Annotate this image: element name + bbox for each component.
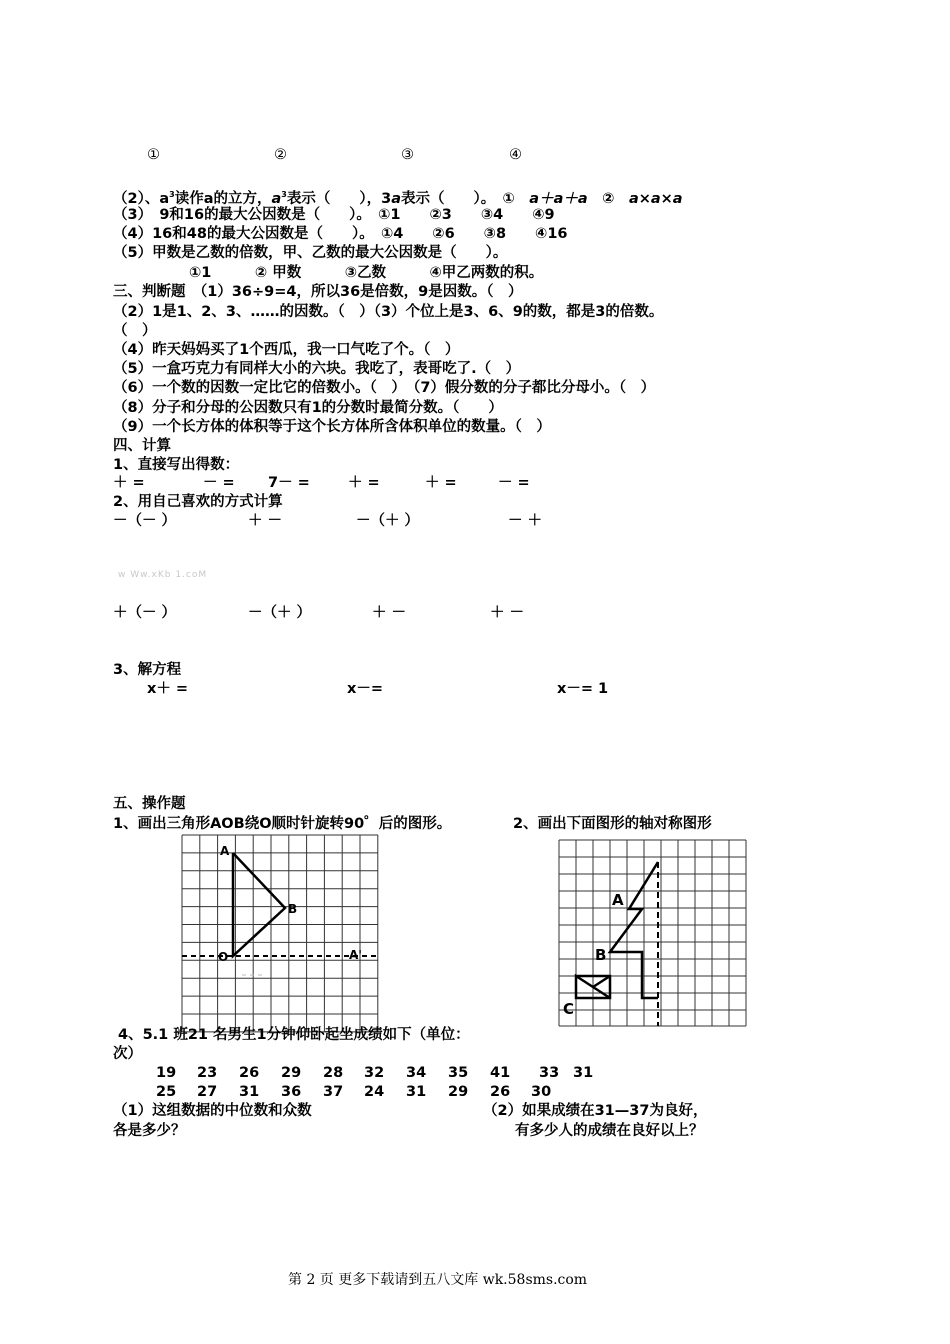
calc-2-item: ＋ － bbox=[248, 513, 283, 529]
stats-q2-line1: （2）如果成绩在31—37为良好， bbox=[483, 1103, 708, 1119]
calc-2-item: －（＋ ） bbox=[356, 513, 420, 529]
score-cell: 26 bbox=[490, 1084, 511, 1100]
choice-question-5-options: ①1 ② 甲数 ③乙数 ④甲乙两数的积。 bbox=[189, 265, 544, 281]
calc-2-item: －（＋ ） bbox=[248, 605, 312, 621]
score-cell: 23 bbox=[197, 1065, 218, 1081]
stats-q1-line1: （1）这组数据的中位数和众数 bbox=[113, 1103, 312, 1119]
choice-marker-3: ③ bbox=[401, 147, 414, 163]
score-cell: 19 bbox=[156, 1065, 177, 1081]
choice-marker-4: ④ bbox=[509, 147, 522, 163]
calc-1-item: ＋ = bbox=[425, 475, 457, 491]
calc-3-title: 3、解方程 bbox=[113, 662, 182, 678]
score-cell: 32 bbox=[364, 1065, 385, 1081]
judge-item-3-cont: （ ） bbox=[113, 323, 157, 339]
calc-1-item: 7－ = bbox=[268, 475, 310, 491]
score-cell: 28 bbox=[323, 1065, 344, 1081]
symmetry-grid-figure bbox=[559, 840, 746, 1026]
stats-unit: 次） bbox=[113, 1046, 142, 1062]
judge-item-5: （5）一盒巧克力有同样大小的六块。我吃了，表哥吃了.（ ） bbox=[113, 361, 521, 377]
watermark: w Ww.xKb 1.coM bbox=[118, 570, 208, 580]
choice-question-4: （4）16和48的最大公因数是（ ）。 ①4 ②6 ③8 ④16 bbox=[113, 226, 568, 242]
shape-flag-diagonal bbox=[593, 976, 610, 987]
calc-2-item: ＋ － bbox=[490, 605, 525, 621]
label-a: A bbox=[220, 844, 230, 858]
score-cell: 24 bbox=[364, 1084, 385, 1100]
stats-q1-line2: 各是多少？ bbox=[113, 1123, 186, 1139]
score-cell: 37 bbox=[323, 1084, 344, 1100]
judge-item-6-7: （6）一个数的因数一定比它的倍数小。（ ） （7）假分数的分子都比分母小。（ ） bbox=[113, 380, 656, 396]
score-cell: 35 bbox=[448, 1065, 469, 1081]
choice-question-5: （5）甲数是乙数的倍数，甲、乙数的最大公因数是（ ）。 bbox=[113, 245, 508, 261]
score-cell: 31 bbox=[406, 1084, 427, 1100]
ops-1-text: 1、画出三角形AOB绕O顺时针旋转90゜后的图形。 bbox=[113, 816, 452, 832]
label-b: B bbox=[595, 946, 607, 964]
score-cell: 30 bbox=[531, 1084, 552, 1100]
calc-2-item: ＋（－ ） bbox=[113, 605, 177, 621]
stats-q2-line2: 有多少人的成绩在良好以上？ bbox=[515, 1123, 704, 1139]
calc-1-item: ＋ = bbox=[113, 475, 145, 491]
calc-header: 四、计算 bbox=[113, 438, 171, 454]
page-footer: 第 2 页 更多下载请到五八文库 wk.58sms.com bbox=[288, 1272, 588, 1288]
calc-1-item: － = bbox=[203, 475, 235, 491]
choice-marker-1: ① bbox=[147, 147, 160, 163]
score-cell: 34 bbox=[406, 1065, 427, 1081]
calc-1-title: 1、直接写出得数： bbox=[113, 457, 240, 473]
rotation-grid-figure bbox=[182, 835, 378, 1032]
judge-item-9: （9）一个长方体的体积等于这个长方体所含体积单位的数量。（ ） bbox=[113, 419, 551, 435]
score-cell: 41 bbox=[490, 1065, 511, 1081]
score-cell: 33 bbox=[539, 1065, 560, 1081]
score-cell: 27 bbox=[197, 1084, 218, 1100]
equation: x－= bbox=[347, 681, 384, 697]
triangle-aob bbox=[233, 853, 285, 956]
label-a-prime: A' bbox=[349, 948, 362, 962]
score-cell: 36 bbox=[281, 1084, 302, 1100]
equation: x＋ = bbox=[147, 681, 189, 697]
stats-title: 4、5.1 班21 名男生1分钟仰卧起坐成绩如下（单位： bbox=[118, 1027, 470, 1043]
judge-item-4: （4）昨天妈妈买了1个西瓜，我一口气吃了个。（ ） bbox=[113, 342, 460, 358]
calc-2-item: ＋ － bbox=[372, 605, 407, 621]
ops-2-text: 2、画出下面图形的轴对称图形 bbox=[513, 816, 712, 832]
calc-2-item: －（－ ） bbox=[113, 513, 177, 529]
label-c: C bbox=[563, 1000, 575, 1018]
calc-1-item: － = bbox=[498, 475, 530, 491]
label-b: B bbox=[288, 902, 298, 916]
choice-question-2: （2）、$a^3$读作a的立方，$a^3$表示（ ），3a表示（ ）。 ① a＋a＋a ② a×a×a bbox=[113, 190, 683, 207]
choice-question-3: （3） 9和16的最大公因数是（ ）。 ①1 ②3 ③4 ④9 bbox=[113, 207, 555, 223]
score-cell: 31 bbox=[239, 1084, 260, 1100]
judge-item-2-3: （2）1是1、2、3、……的因数。（ ）（3）个位上是3、6、9的数，都是3的倍数。 bbox=[113, 304, 664, 320]
judge-item-8: （8）分子和分母的公因数只有1的分数时最简分数。（ ） bbox=[113, 400, 503, 416]
score-cell: 25 bbox=[156, 1084, 177, 1100]
score-cell: 29 bbox=[448, 1084, 469, 1100]
calc-2-title: 2、用自己喜欢的方式计算 bbox=[113, 494, 283, 510]
judge-header: 三、判断题 （1）36÷9=4，所以36是倍数，9是因数。（ ） bbox=[113, 284, 523, 300]
label-o: O bbox=[218, 950, 229, 964]
equation: x－= 1 bbox=[557, 681, 609, 697]
ops-header: 五、操作题 bbox=[113, 796, 186, 812]
calc-2-item: － ＋ bbox=[508, 513, 543, 529]
score-cell: 31 bbox=[573, 1065, 594, 1081]
shape-outline bbox=[610, 862, 658, 998]
grid-lines bbox=[182, 835, 378, 1032]
choice-marker-2: ② bbox=[274, 147, 287, 163]
label-a: A bbox=[612, 891, 624, 909]
calc-1-item: ＋ = bbox=[348, 475, 380, 491]
score-cell: 29 bbox=[281, 1065, 302, 1081]
score-cell: 26 bbox=[239, 1065, 260, 1081]
